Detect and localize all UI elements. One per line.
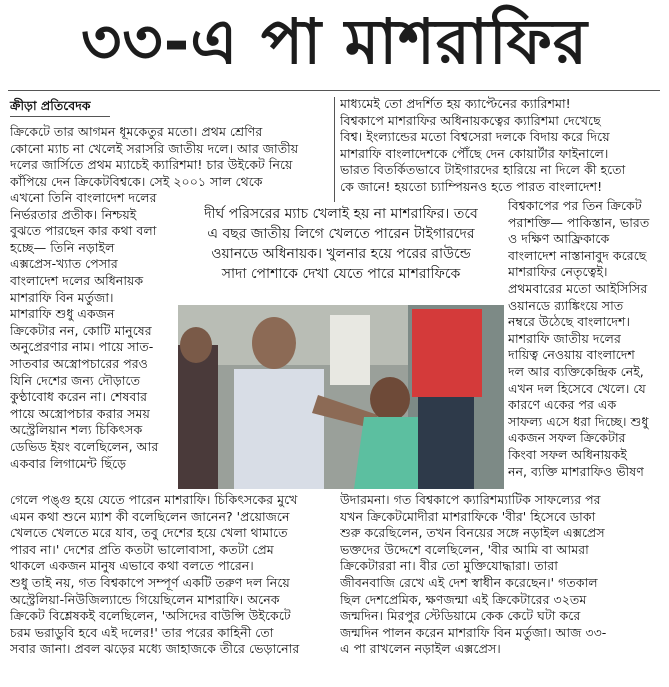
dek (178, 204, 504, 284)
photo-illustration (178, 305, 504, 489)
text-line: যিনি দেশের জন্য দৌড়াতে (10, 372, 141, 388)
text-line: অনুপ্রেরণার নাম। পায়ে সাত- (10, 339, 154, 355)
text-line: মাশরাফি জাতীয় দলের (508, 330, 621, 346)
dek-line: এ বছর জাতীয় লিগে খেলতে পারেন টাইগারদের (207, 226, 475, 242)
text-line: চরম ভরাডুবি হবে এই দলের!' তার পরের কাহিনী তো (10, 624, 274, 640)
left-narrow-paragraph (10, 190, 170, 472)
text-line: থাকলে একজন মানুষ এভাবে কথা বলতে পারেন। (10, 558, 254, 574)
text-line: বাংলাদেশ নাস্তানাবুদ করেছে (508, 247, 647, 263)
text-line: এক্সপ্রেস-খ্যাত পেসার (10, 256, 118, 272)
text-line: বাংলাদেশ দলের অধিনায়ক (10, 272, 144, 288)
text-line: অস্ট্রেলিয়া-নিউজিল্যান্ডে গিয়েছিলেন মাশরাফি। অনেক (10, 591, 280, 607)
text-line: কিংবা সফল অধিনায়কই (508, 446, 627, 462)
text-line: কারণে একের পর এক (508, 397, 617, 413)
text-line: নন, ব্যক্তি মাশরাফিও ভীষণ (508, 463, 644, 479)
text-line: ডেভিড ইয়ং বলেছিলেন, আর (10, 438, 159, 454)
text-line: প্রথমবারের মতো আইসিসির (508, 280, 648, 296)
text-line: এমন কথা শুনে ম্যাশ কী বলেছিলেন জানেন? 'প্রয়োজনে (10, 508, 290, 524)
text-line: কে জানে! হয়তো চ্যাম্পিয়নও হতে পারত বাংলাদেশ! (340, 178, 603, 194)
headline-divider (8, 90, 660, 91)
text-line: এ পা রাখলেন নড়াইল এক্সপ্রেস। (340, 641, 501, 657)
text-line: মাশরাফি শুধু একজন (10, 306, 115, 322)
text-line: নম্বরে উঠেছে বাংলাদেশ। (508, 314, 630, 330)
text-line: এখনো তিনি বাংলাদেশ দলের (10, 190, 157, 205)
news-photo (178, 305, 504, 489)
column-divider (334, 97, 335, 202)
text-line: ভক্তদের উদ্দেশে বলেছিলেন, 'বীর আমি বা আমরা (340, 541, 589, 557)
text-line: গেলে পঙ্গু হয়ে যেতে পারেন মাশরাফি। চিকিৎসকের মুখে (10, 492, 298, 507)
byline: ক্রীড়া প্রতিবেদক (10, 98, 91, 113)
text-line: সবার জানা। প্রবল ঝড়ের মধ্যে জাহাজকে তীরে ভেড়ানোর (10, 641, 300, 657)
left-top-paragraph (10, 124, 328, 190)
dek-line: ওয়ানডে অধিনায়ক। খুলনার হয়ে পরের রাউন্ডে (211, 246, 471, 262)
text-line: পারব না।' দেশের প্রতি কতটা ভালোবাসা, কতটা প্রেম (10, 541, 274, 557)
text-line: পায়ে অস্ত্রোপচার করার সময় (10, 405, 150, 421)
text-line: ও দক্ষিণ আফ্রিকাকে (508, 231, 610, 247)
text-line: দল আর ব্যক্তিকেন্দ্রিক নেই, (508, 363, 644, 379)
headline: ৩৩-এ পা মাশরাফির (80, 5, 589, 78)
text-line: বিশ্বকাপে মাশরাফির অধিনায়কত্বের ক্যারিশমা দেখেছে (340, 112, 601, 128)
text-line: ছিল দেশপ্রেমিক, ক্ষণজন্মা এই ক্রিকেটারের ৩২তম (340, 591, 587, 607)
text-line: ভারত বিতর্কিতভাবে টাইগারদের হারিয়ে না দিলে কী হতো (340, 162, 626, 178)
text-line: দলের জার্সিতে প্রথম ম্যাচেই ক্যারিশমা! চার উইকেট নিয়ে (10, 157, 293, 173)
bottom-right-paragraph (340, 492, 660, 658)
text-line: সাতবার অস্ত্রোপচারের পরও (10, 355, 148, 371)
text-line: সাফল্য এসে ধরা দিচ্ছে। শুধু (508, 413, 649, 429)
text-line: ক্রিকেটাররা না। বীর তো মুক্তিযোদ্ধারা। তারা (340, 558, 558, 574)
text-line: একবার লিগামেন্ট ছিঁড়ে (10, 455, 127, 471)
text-line: খেলতে খেলতে মরে যাব, তবু দেশের হয়ে খেলা থামাতে (10, 525, 288, 541)
text-line: উদারমনা। গত বিশ্বকাপে ক্যারিশম্যাটিক সাফল্যের পর (340, 492, 601, 507)
text-line: কুণ্ঠাবোধ করেন না। শেষবার (10, 389, 148, 405)
text-line: একজন সফল ক্রিকেটার (508, 430, 626, 446)
dek-line: সাদা পোশাকে দেখা যেতে পারে মাশরাফিকে (221, 266, 461, 282)
text-line: পরাশক্তি— পাকিস্তান, ভারত (508, 214, 650, 230)
text-line: ক্রিকেটে তার আগমন ধূমকেতুর মতো। প্রথম শ্রেণির (10, 124, 263, 139)
byline-underline (10, 116, 110, 117)
text-line: শুরু করেছিলেন, তখন বিনয়ের সঙ্গে নড়াইল এক্সপ্রেস (340, 525, 605, 541)
text-line: বুঝতে পারছেন কার কথা বলা (10, 223, 157, 239)
text-line: ওয়ানডে র‍্যাঙ্কিংয়ে সাত (508, 297, 624, 313)
text-line: ক্রিকেট বিশ্লেষকই বলেছিলেন, 'অসিদের বাউন্সি উইকেটে (10, 608, 291, 624)
text-line: বিশ্ব। ইংল্যান্ডের মতো বিশ্বসেরা দলকে বিদায় করে দিয়ে (340, 129, 610, 145)
text-line: জীবনবাজি রেখে এই দেশ স্বাধীন করেছেন।' গতকাল (340, 574, 598, 590)
text-line: মাশরাফির নেতৃত্বেই। (508, 264, 608, 280)
text-line: জন্মদিন পালন করেন মাশরাফি বিন মর্তুজা। আজ ৩৩- (340, 624, 607, 640)
text-line: মাধ্যমেই তো প্রদর্শিত হয় ক্যাপ্টেনের ক্যারিশমা! (340, 96, 571, 111)
right-narrow-paragraph (508, 198, 660, 480)
text-line: জন্মদিন। মিরপুর স্টেডিয়ামে কেক কেটে ঘটা করে (340, 608, 581, 624)
text-line: হচ্ছে— তিনি নড়াইল (10, 239, 115, 255)
text-line: দায়িত্ব নেওয়ায় বাংলাদেশ (508, 347, 635, 363)
text-line: কাঁপিয়ে দেন ক্রিকেটবিশ্বকে। সেই ২০০১ সাল থেকে (10, 173, 263, 189)
text-line: এখন দল হিসেবে খেলে। যে (508, 380, 646, 396)
text-line: অস্ট্রেলিয়ান শল্য চিকিৎসক (10, 422, 143, 438)
text-line: শুধু তাই নয়, গত বিশ্বকাপে সম্পূর্ণ একটি তরুণ দল নিয়ে (10, 574, 290, 590)
text-line: নির্ভরতার প্রতীক। নিশ্চয়ই (10, 206, 137, 222)
right-top-paragraph (340, 96, 660, 196)
text-line: কোনো ম্যাচ না খেলেই সরাসরি জাতীয় দলে। আর জাতীয় (10, 140, 299, 156)
text-line: মাশরাফি বাংলাদেশকে পৌঁছে দেন কোয়ার্টার ফাইনালে। (340, 145, 609, 161)
text-line: ক্রিকেটার নন, কোটি মানুষের (10, 322, 152, 338)
text-line: যখন ক্রিকেটমোদীরা মাশরাফিকে 'বীর' হিসেবে ডাকা (340, 508, 596, 524)
text-line: বিশ্বকাপের পর তিন ক্রিকেট (508, 198, 642, 213)
bottom-left-paragraph (10, 492, 328, 658)
text-line: মাশরাফি বিন মর্তুজা। (10, 289, 114, 305)
dek-line: দীর্ঘ পরিসরের ম্যাচ খেলাই হয় না মাশরাফির। তবে (204, 206, 478, 222)
